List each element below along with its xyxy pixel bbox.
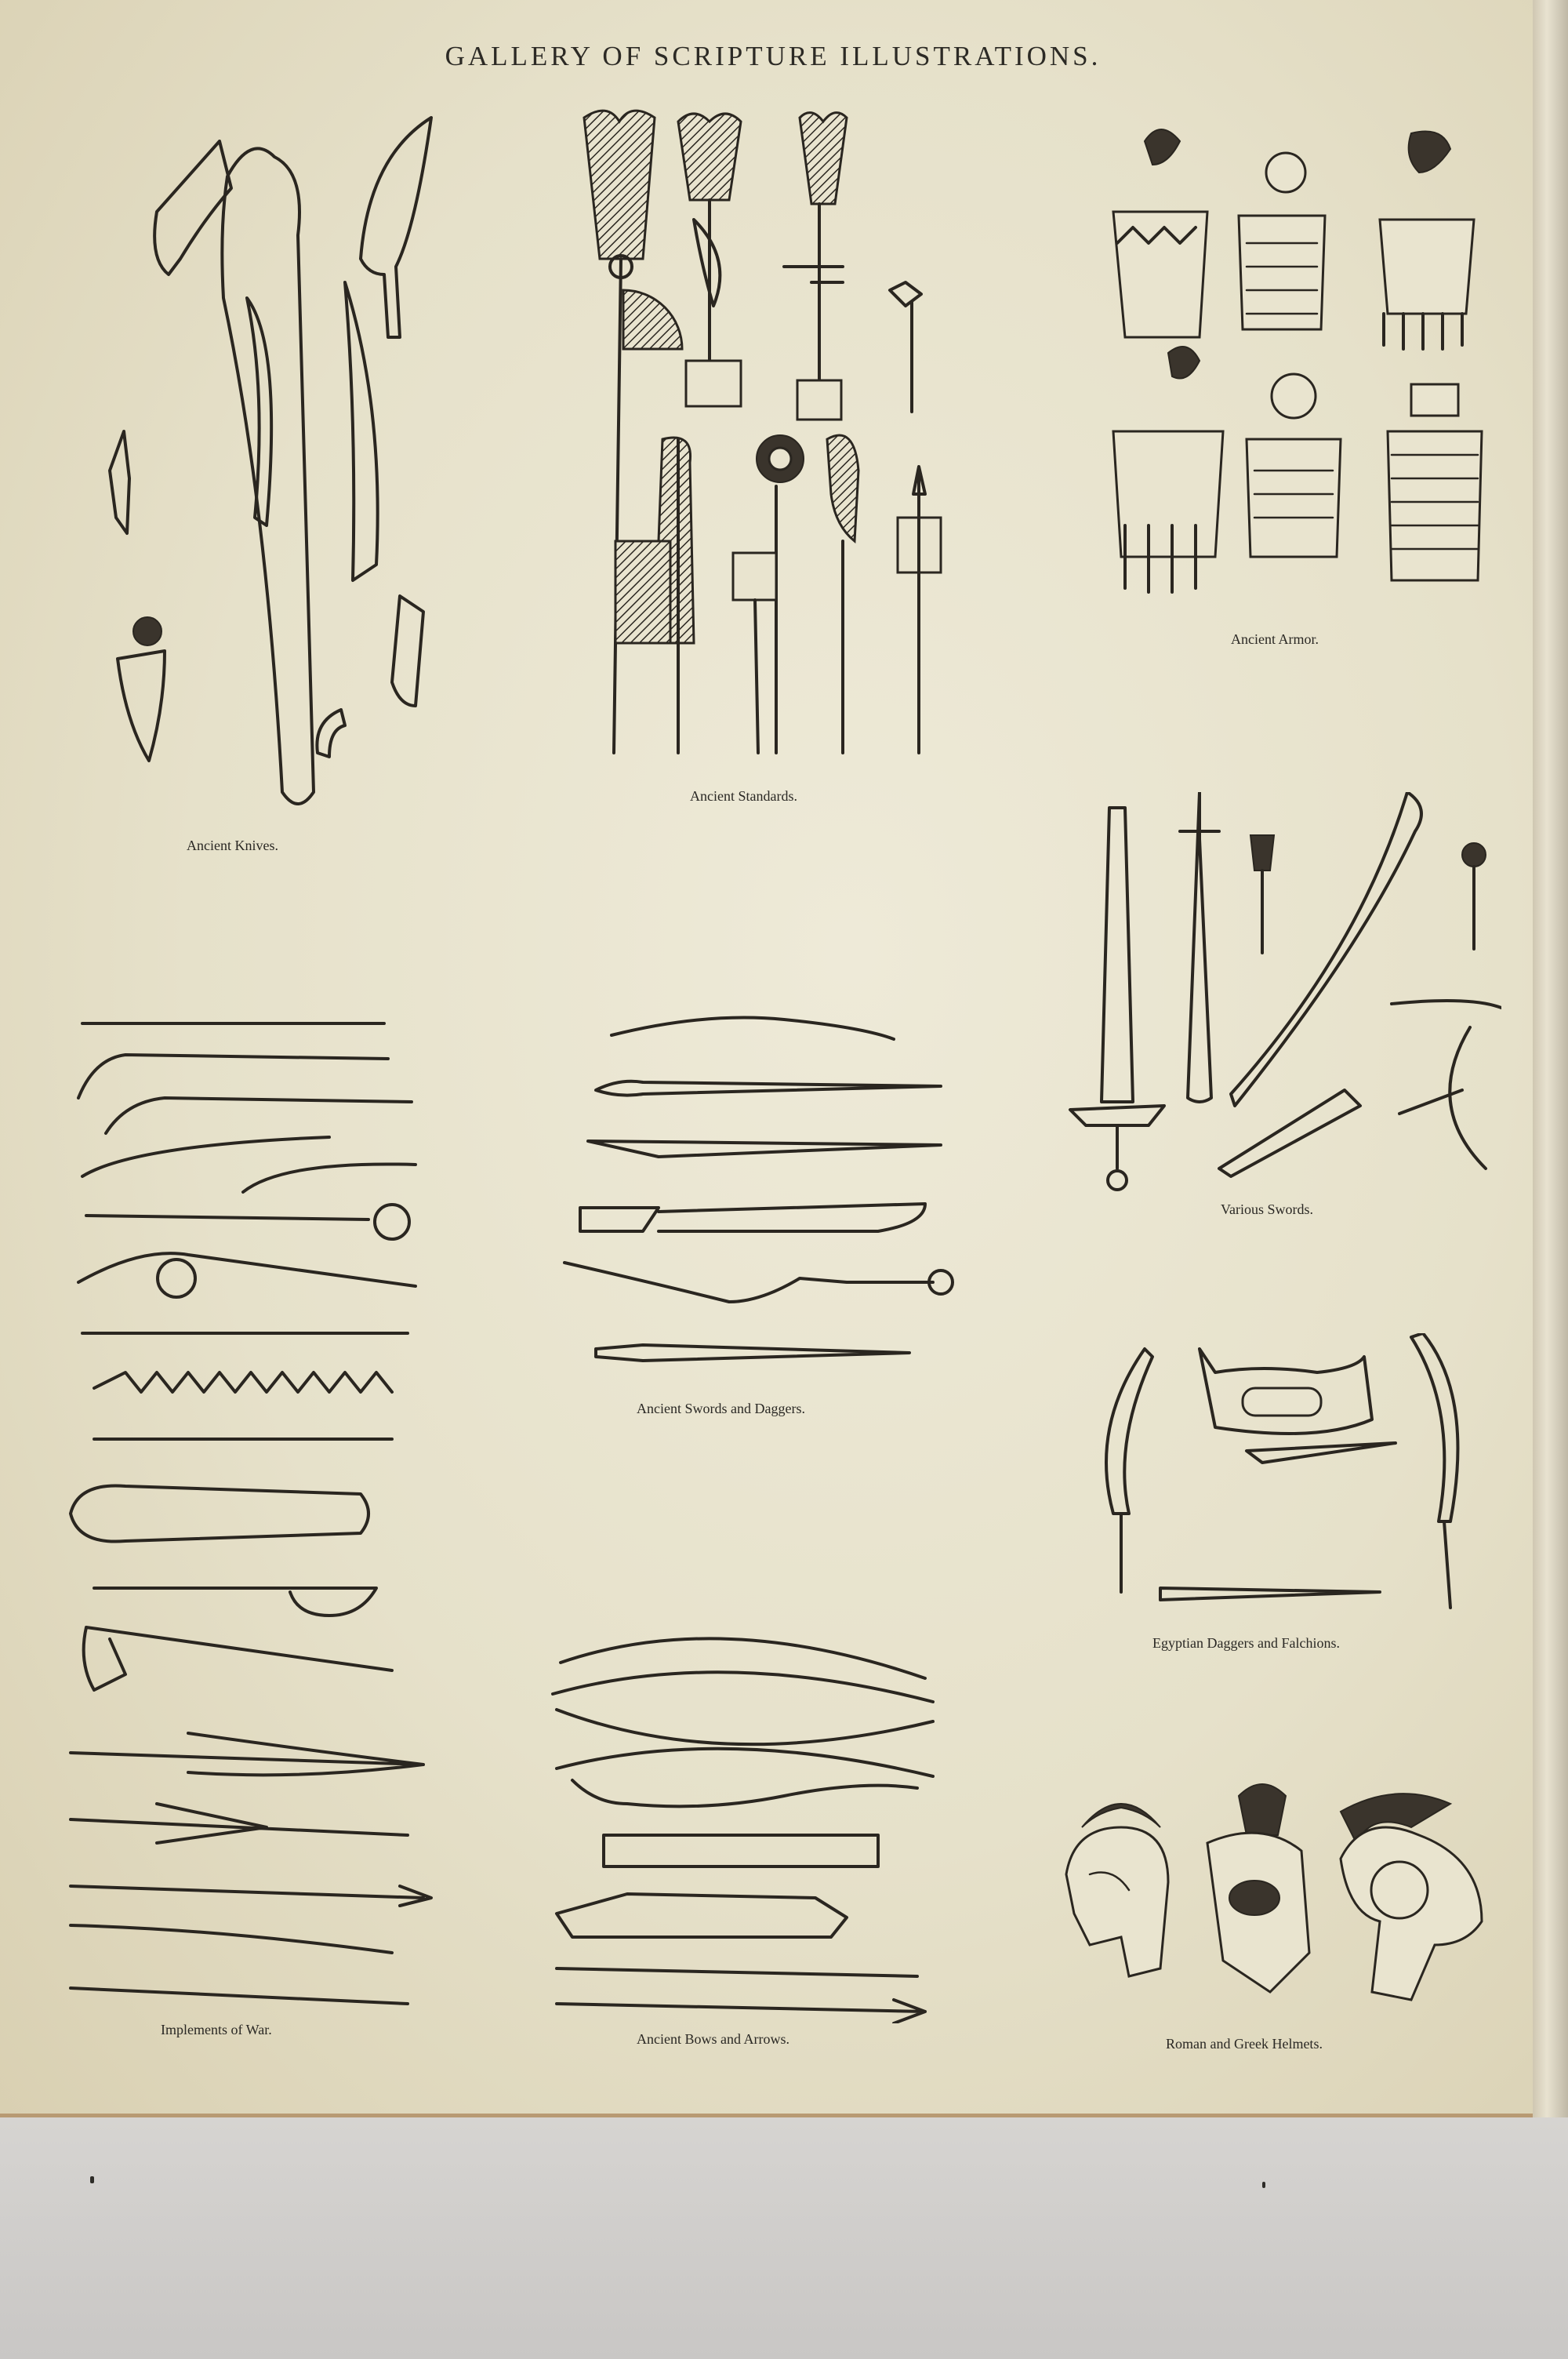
ancient-swords-and-daggers-illustration <box>549 1004 956 1372</box>
caption-ancient-bows-and-arrows: Ancient Bows and Arrows. <box>637 2031 789 2047</box>
page-title: GALLERY OF SCRIPTURE ILLUSTRATIONS. <box>445 41 1102 71</box>
caption-ancient-swords-and-daggers: Ancient Swords and Daggers. <box>637 1401 805 1416</box>
adjacent-page-edge <box>1533 0 1568 2165</box>
caption-ancient-armor: Ancient Armor. <box>1231 631 1319 647</box>
table-surface <box>0 2117 1568 2359</box>
roman-and-greek-helmets-illustration <box>1043 1780 1497 2023</box>
various-swords-illustration <box>1062 792 1501 1200</box>
implements-of-war-illustration <box>63 1012 447 2016</box>
ancient-standards-illustration <box>576 102 968 769</box>
ancient-bows-and-arrows-illustration <box>549 1616 941 2023</box>
debris-speck <box>90 2176 94 2183</box>
caption-egyptian-daggers-and-falchions: Egyptian Daggers and Falchions. <box>1152 1635 1340 1651</box>
debris-speck <box>1262 2182 1265 2188</box>
caption-ancient-knives: Ancient Knives. <box>187 838 278 853</box>
caption-roman-and-greek-helmets: Roman and Greek Helmets. <box>1166 2036 1323 2052</box>
ancient-knives-illustration <box>86 110 463 831</box>
caption-implements-of-war: Implements of War. <box>161 2022 272 2037</box>
ancient-armor-illustration <box>1090 118 1505 620</box>
egyptian-daggers-and-falchions-illustration <box>1082 1333 1490 1631</box>
caption-ancient-standards: Ancient Standards. <box>690 788 797 804</box>
caption-various-swords: Various Swords. <box>1221 1201 1314 1217</box>
